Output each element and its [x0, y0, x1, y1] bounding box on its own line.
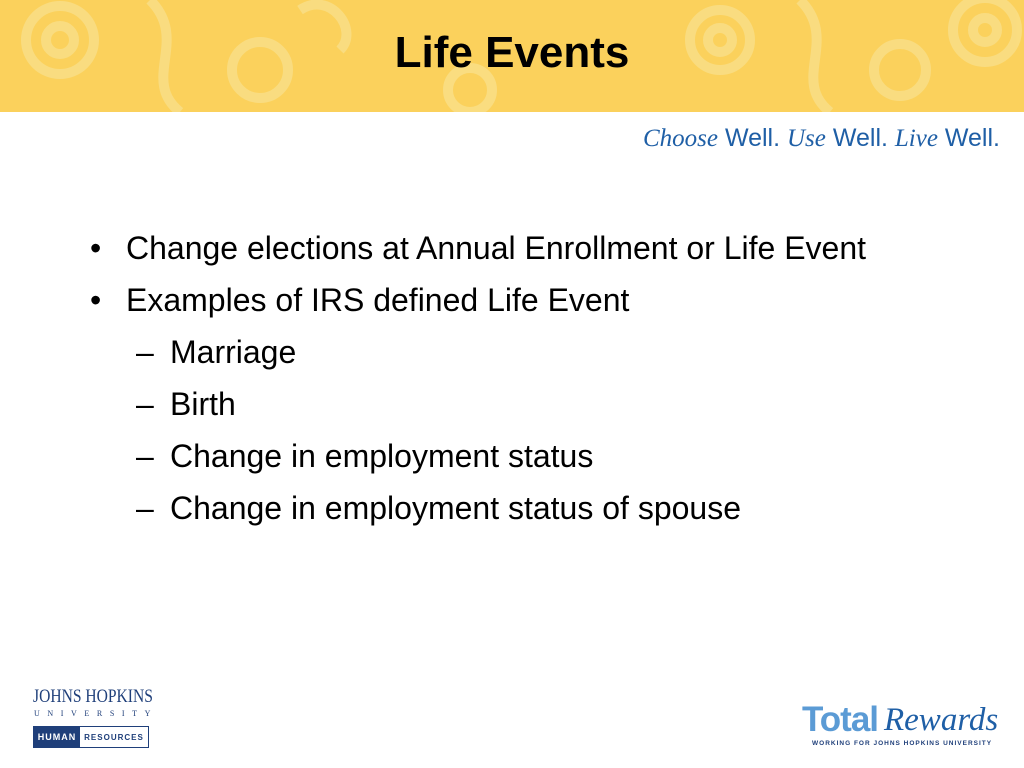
- tagline-use: Use: [787, 125, 826, 152]
- sub-bullet-item: [84, 330, 964, 374]
- bullet-marker: •: [90, 230, 102, 266]
- total-rewards-logo: [802, 700, 1002, 752]
- tagline-choose: Choose: [643, 125, 718, 152]
- sub-bullet-text: Marriage: [170, 334, 297, 370]
- hr-right: RESOURCES: [80, 727, 148, 747]
- bullet-item: [84, 278, 964, 322]
- sub-bullet-marker: –: [136, 438, 154, 474]
- bullet-list: [84, 226, 964, 538]
- bullet-item: [84, 226, 964, 270]
- sub-bullet-text: Change in employment status of spouse: [170, 490, 741, 526]
- sub-bullet-marker: –: [136, 386, 154, 422]
- tagline-well-2: Well.: [825, 124, 895, 152]
- tagline: [643, 124, 1000, 153]
- sub-bullet-item: [84, 434, 964, 478]
- total-rewards-subtitle: WORKING FOR JOHNS HOPKINS UNIVERSITY: [812, 740, 993, 747]
- johns-hopkins-hr-logo: [33, 686, 158, 750]
- sub-bullet-text: Birth: [170, 386, 236, 422]
- jhu-name: JOHNS HOPKINS: [33, 686, 153, 707]
- tagline-live: Live: [894, 125, 938, 152]
- hr-box: [33, 726, 149, 748]
- sub-bullet-marker: –: [136, 490, 154, 526]
- tagline-well-1: Well.: [718, 124, 787, 152]
- slide-title: Life Events: [394, 28, 630, 77]
- total-rewards-total: Total: [802, 700, 879, 739]
- sub-bullet-text: Change in employment status: [170, 438, 594, 474]
- sub-bullet-item: [84, 382, 964, 426]
- bullet-text: Examples of IRS defined Life Event: [126, 282, 630, 318]
- tagline-well-3: Well.: [937, 124, 1000, 152]
- bullet-marker: •: [90, 282, 102, 318]
- jhu-university: UNIVERSITY: [34, 709, 158, 718]
- hr-left: HUMAN: [34, 727, 80, 747]
- sub-bullet-item: [84, 486, 964, 530]
- bullet-text: Change elections at Annual Enrollment or Life Event: [126, 230, 867, 266]
- total-rewards-rewards: Rewards: [884, 702, 999, 738]
- sub-bullet-marker: –: [136, 334, 154, 370]
